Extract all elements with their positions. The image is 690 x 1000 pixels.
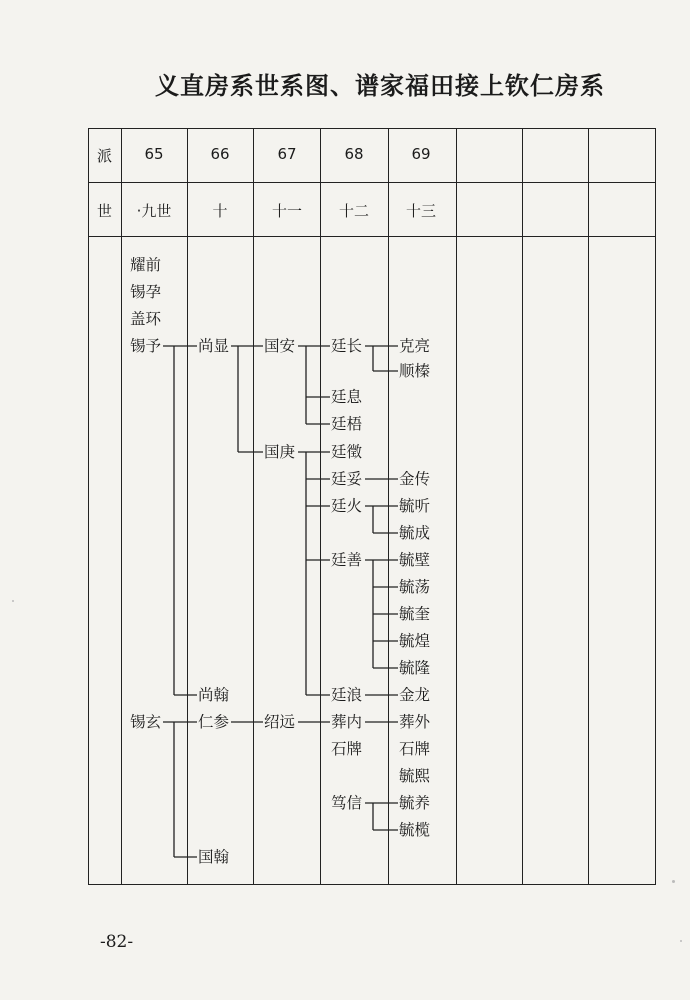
scan-speck [12,600,14,602]
person-name: 锡予 [130,337,162,355]
person-name: 毓隆 [399,659,431,677]
person-name: 毓荡 [399,578,431,596]
person-name: 国庚 [264,443,296,461]
person-name: 石牌 [331,740,363,758]
person-name: 廷梧 [331,415,363,433]
scan-speck [680,940,682,942]
person-name: 顺榛 [399,362,431,380]
person-name: 廷徵 [331,443,363,461]
person-name: 锡玄 [130,713,162,731]
generation-label: 十三 [405,202,436,220]
person-name: 克亮 [399,337,431,355]
person-name: 石牌 [399,740,431,758]
person-name: 毓养 [399,794,431,812]
person-name: 金传 [399,470,431,488]
page-title: 义直房系世系图、谱家福田接上钦仁房系 [155,71,605,100]
person-name: 毓煌 [399,632,431,650]
person-name: 毓奎 [399,605,431,623]
generation-label: 十一 [271,202,302,220]
person-name: 毓成 [399,524,431,542]
person-name: 国翰 [198,848,230,866]
person-name: 廷浪 [331,686,363,704]
person-name: 葬外 [399,713,431,731]
person-name: 笃信 [331,794,363,812]
person-name: 毓榄 [399,821,431,839]
pai-number: 65 [144,145,164,163]
pai-number: 68 [344,145,364,163]
person-name: 毓壁 [399,551,431,569]
person-name: 锡孕 [130,283,162,301]
person-name: 金龙 [399,686,431,704]
person-name: 廷长 [331,337,363,355]
person-name: 仁参 [198,713,230,731]
generation-label: 十 [212,202,228,220]
generation-label: 十二 [338,202,369,220]
person-name: 毓听 [399,497,431,515]
person-name: 绍远 [264,713,296,731]
scan-speck [672,880,675,883]
person-name: 葬内 [331,713,363,731]
person-name: 耀前 [130,256,162,274]
row-label-shi: 世 [96,202,112,220]
person-name: 廷火 [331,497,363,515]
pai-number: 66 [210,145,230,163]
person-name: 尚翰 [198,686,230,704]
generation-label: ·九世 [136,202,172,220]
person-name: 廷妥 [331,470,363,488]
row-label-pai: 派 [96,147,112,165]
pai-number: 67 [277,145,297,163]
person-name: 盖环 [130,310,162,328]
person-name: 国安 [264,337,296,355]
person-name: 廷息 [331,388,363,406]
person-name: 尚显 [198,337,230,355]
page-number: -82- [100,932,134,952]
person-name: 廷善 [331,551,363,569]
person-name: 毓熙 [399,767,431,785]
pai-number: 69 [411,145,431,163]
